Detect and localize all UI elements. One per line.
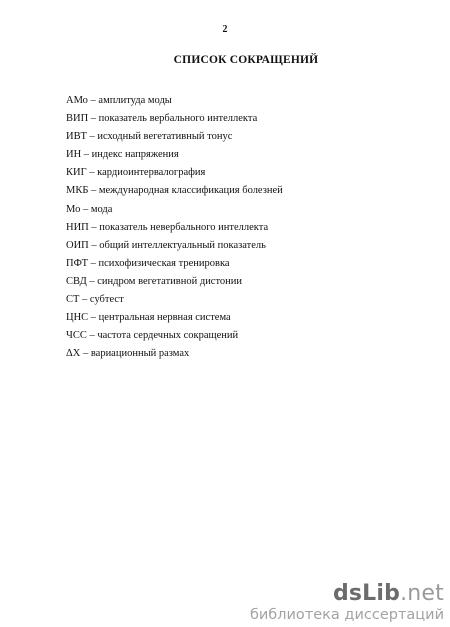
abbreviation-item: ОИП – общий интеллектуальный показатель xyxy=(66,239,266,251)
abbreviation-item: ИН – индекс напряжения xyxy=(66,149,179,161)
abbreviation-item: КИГ – кардиоинтервалография xyxy=(66,167,206,179)
site-watermark xyxy=(250,582,444,623)
abbreviation-item: МКБ – международная классификация болезней xyxy=(66,185,283,197)
page-title: СПИСОК СОКРАЩЕНИЙ xyxy=(173,54,319,66)
abbreviation-item: ЦНС – центральная нервная система xyxy=(66,312,231,324)
abbreviation-item: НИП – показатель невербального интеллекта xyxy=(66,221,269,233)
abbreviation-item: ПФТ – психофизическая тренировка xyxy=(66,257,230,269)
brand-main: dsLib xyxy=(332,581,401,606)
abbreviation-item: ΔХ – вариационный размах xyxy=(66,348,190,360)
abbreviation-item: ИВТ – исходный вегетативный тонус xyxy=(66,131,233,143)
abbreviation-item: ВИП – показатель вербального интеллекта xyxy=(66,113,258,125)
page-number: 2 xyxy=(222,24,228,35)
brand-suffix: .net xyxy=(400,581,444,606)
abbreviation-item: СВД – синдром вегетативной дистонии xyxy=(66,275,243,287)
abbreviation-item: Мо – мода xyxy=(66,203,113,215)
abbreviation-item: АМо – амплитуда моды xyxy=(66,95,172,106)
abbreviation-list xyxy=(66,92,283,363)
abbreviation-item: ЧСС – частота сердечных сокращений xyxy=(66,330,239,342)
site-tagline: библиотека диссертаций xyxy=(249,607,444,623)
abbreviation-item: СТ – субтест xyxy=(66,294,124,306)
site-logo xyxy=(250,582,444,606)
